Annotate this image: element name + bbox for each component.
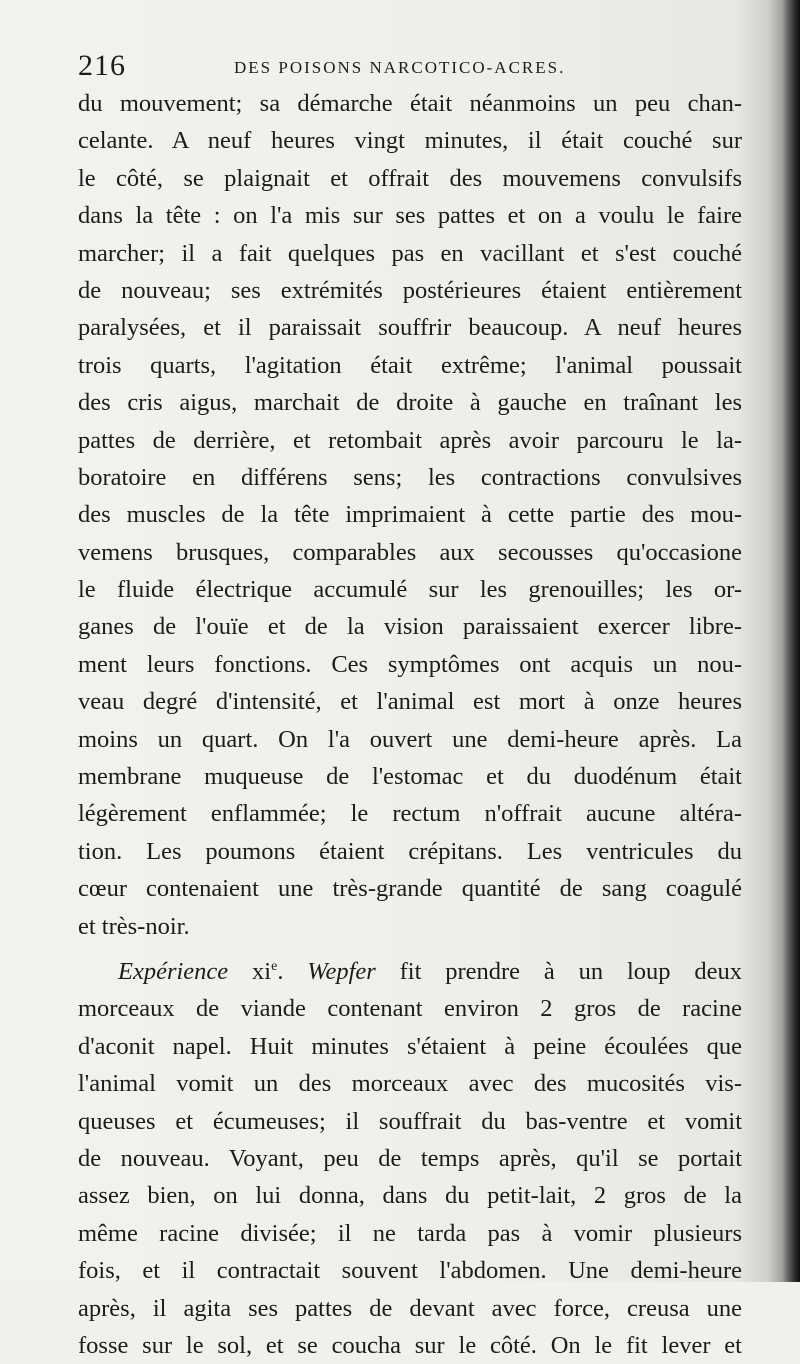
- text-line: l'animal vomit un des morceaux avec des mucosités vis-: [78, 1070, 742, 1098]
- experiment-first-line-text: fit prendre à un loup deux: [399, 957, 742, 985]
- paragraph-2: [78, 953, 742, 1364]
- text-line: des muscles de la tête imprimaient à cette partie des mou-: [78, 501, 742, 529]
- text-line: boratoire en différens sens; les contractions convulsives: [78, 463, 742, 491]
- text-line: marcher; il a fait quelques pas en vacillant et s'est couché: [78, 239, 742, 267]
- running-title: DES POISONS NARCOTICO-ACRES.: [234, 58, 566, 77]
- text-line: ment leurs fonctions. Ces symptômes ont acquis un nou-: [78, 650, 742, 678]
- text-line: et très-noir.: [78, 912, 190, 940]
- text-line: celante. A neuf heures vingt minutes, il était couché sur: [78, 127, 742, 155]
- page-binding-shadow: [782, 0, 800, 1282]
- page-number: 216: [78, 49, 126, 82]
- text-line: fosse sur le sol, et se coucha sur le côté. On le fit lever et: [78, 1331, 742, 1359]
- text-line: trois quarts, l'agitation était extrême; l'animal poussait: [78, 351, 742, 379]
- text-line: assez bien, on lui donna, dans du petit-lait, 2 gros de la: [78, 1182, 742, 1210]
- text-line: ganes de l'ouïe et de la vision paraissaient exercer libre-: [78, 613, 742, 641]
- text-line: dans la tête : on l'a mis sur ses pattes et on a voulu le faire: [78, 202, 742, 230]
- text-line: queuses et écumeuses; il souffrait du bas-ventre et vomit: [78, 1107, 742, 1135]
- experiment-label: Expérience: [118, 957, 229, 985]
- experiment-numeral-suffix: e: [271, 958, 278, 974]
- text-line: du mouvement; sa démarche était néanmoins un peu chan-: [78, 90, 742, 117]
- text-line: pattes de derrière, et retombait après avoir parcouru le la-: [78, 426, 742, 454]
- text-line: de nouveau. Voyant, peu de temps après, qu'il se portait: [78, 1144, 742, 1172]
- paragraph-1: [78, 85, 742, 945]
- experiment-heading-line: [78, 953, 742, 990]
- text-line: même racine divisée; il ne tarda pas à vomir plusieurs: [78, 1219, 742, 1247]
- text-line: vemens brusques, comparables aux secousses qu'occasione: [78, 538, 742, 566]
- text-line: moins un quart. On l'a ouvert une demi-heure après. La: [78, 725, 742, 753]
- author-name: Wepfer: [307, 957, 376, 985]
- page-header: [78, 48, 742, 84]
- text-line: fois, et il contractait souvent l'abdomen. Une demi-heure: [78, 1257, 742, 1285]
- text-line: veau degré d'intensité, et l'animal est mort à onze heures: [78, 688, 742, 716]
- text-line: de nouveau; ses extrémités postérieures étaient entièrement: [78, 276, 742, 304]
- experiment-numeral: xi: [252, 957, 272, 985]
- text-line: cœur contenaient une très-grande quantité de sang coagulé: [78, 875, 742, 903]
- text-line: morceaux de viande contenant environ 2 gros de racine: [78, 995, 742, 1023]
- text-line: légèrement enflammée; le rectum n'offrait aucune altéra-: [78, 800, 742, 828]
- experiment-separator: .: [277, 957, 284, 985]
- text-line: paralysées, et il paraissait souffrir beaucoup. A neuf heures: [78, 314, 742, 342]
- text-line: le côté, se plaignait et offrait des mouvemens convulsifs: [78, 164, 742, 192]
- text-line: des cris aigus, marchait de droite à gauche en traînant les: [78, 389, 742, 417]
- text-line: membrane muqueuse de l'estomac et du duodénum était: [78, 763, 742, 791]
- text-line: le fluide électrique accumulé sur les grenouilles; les or-: [78, 576, 742, 604]
- text-line: après, il agita ses pattes de devant avec force, creusa une: [78, 1294, 742, 1322]
- text-line: tion. Les poumons étaient crépitans. Les ventricules du: [78, 837, 742, 865]
- body-text: [78, 85, 742, 1364]
- text-line: d'aconit napel. Huit minutes s'étaient à peine écoulées que: [78, 1032, 742, 1060]
